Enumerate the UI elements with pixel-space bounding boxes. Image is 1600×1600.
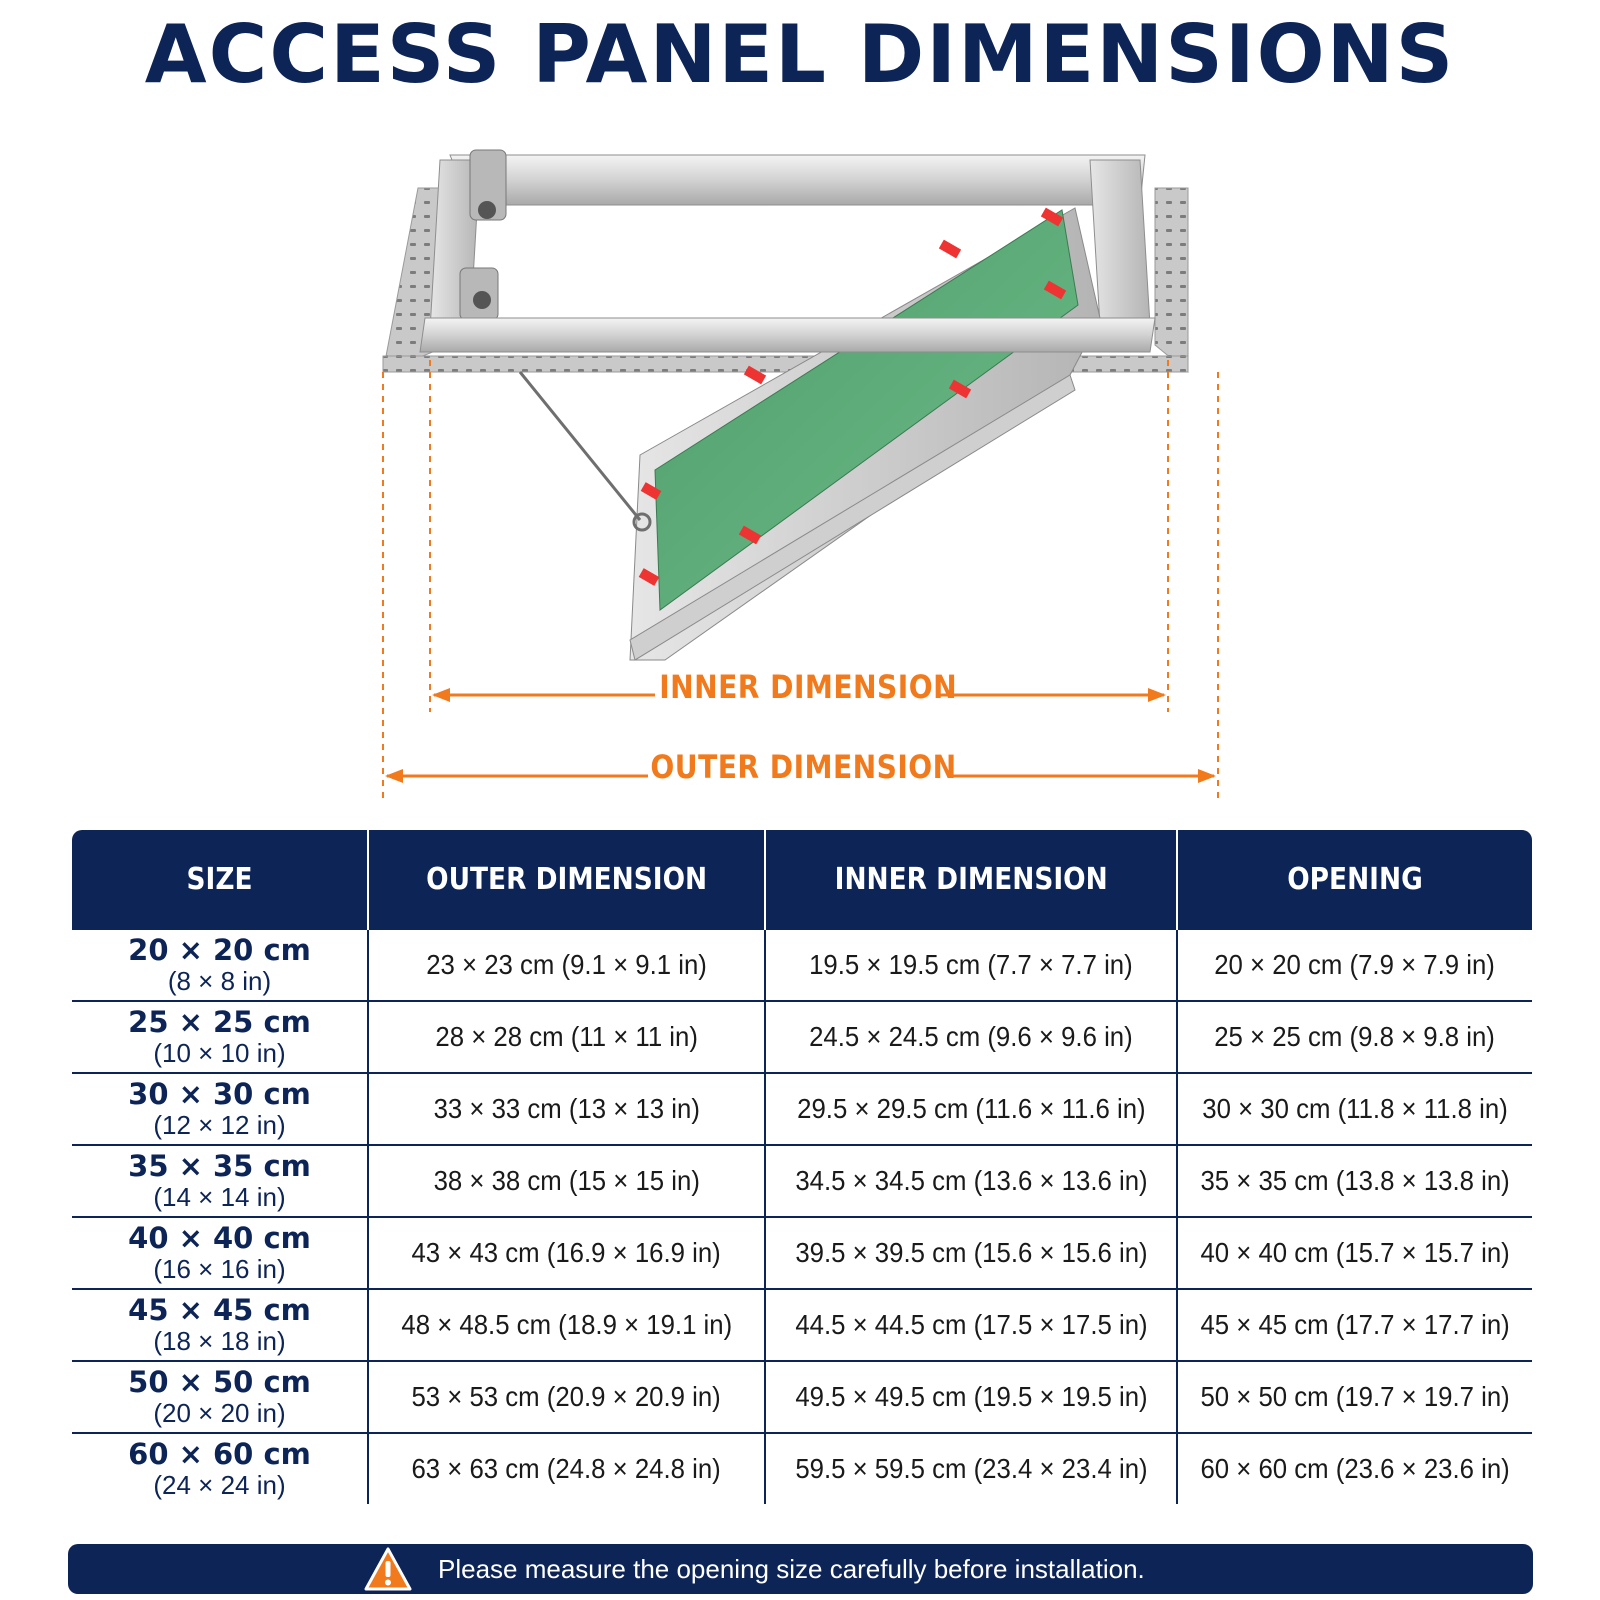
inner-cell: 59.5 × 59.5 cm (23.4 × 23.4 in)	[765, 1433, 1177, 1505]
outer-cell: 33 × 33 cm (13 × 13 in)	[368, 1073, 765, 1145]
outer-cell: 48 × 48.5 cm (18.9 × 19.1 in)	[368, 1289, 765, 1361]
outer-cell: 38 × 38 cm (15 × 15 in)	[368, 1145, 765, 1217]
table-row	[71, 1217, 1533, 1289]
size-cell: 35 × 35 cm (14 × 14 in)	[71, 1145, 368, 1217]
opening-cell: 30 × 30 cm (11.8 × 11.8 in)	[1177, 1073, 1533, 1145]
table-row	[71, 1073, 1533, 1145]
opening-cell: 60 × 60 cm (23.6 × 23.6 in)	[1177, 1433, 1533, 1505]
opening-cell: 35 × 35 cm (13.8 × 13.8 in)	[1177, 1145, 1533, 1217]
outer-cell: 43 × 43 cm (16.9 × 16.9 in)	[368, 1217, 765, 1289]
table-row	[71, 1433, 1533, 1505]
inner-cell: 19.5 × 19.5 cm (7.7 × 7.7 in)	[765, 929, 1177, 1001]
outer-cell: 28 × 28 cm (11 × 11 in)	[368, 1001, 765, 1073]
notice-text: Please measure the opening size carefully before installation.	[438, 1554, 1145, 1584]
table-header-row	[71, 829, 1533, 929]
table-row	[71, 1361, 1533, 1433]
size-cell: 25 × 25 cm (10 × 10 in)	[71, 1001, 368, 1073]
installation-notice-banner	[68, 1544, 1533, 1594]
warning-icon	[364, 1546, 412, 1592]
inner-cell: 39.5 × 39.5 cm (15.6 × 15.6 in)	[765, 1217, 1177, 1289]
header-outer-dimension: OUTER DIMENSION	[368, 829, 765, 929]
inner-cell: 44.5 × 44.5 cm (17.5 × 17.5 in)	[765, 1289, 1177, 1361]
opening-cell: 45 × 45 cm (17.7 × 17.7 in)	[1177, 1289, 1533, 1361]
size-cell: 45 × 45 cm (18 × 18 in)	[71, 1289, 368, 1361]
size-cell: 60 × 60 cm (24 × 24 in)	[71, 1433, 368, 1505]
size-cell: 40 × 40 cm (16 × 16 in)	[71, 1217, 368, 1289]
table-row	[71, 1289, 1533, 1361]
outer-cell: 53 × 53 cm (20.9 × 20.9 in)	[368, 1361, 765, 1433]
inner-cell: 24.5 × 24.5 cm (9.6 × 9.6 in)	[765, 1001, 1177, 1073]
opening-cell: 40 × 40 cm (15.7 × 15.7 in)	[1177, 1217, 1533, 1289]
size-cell: 30 × 30 cm (12 × 12 in)	[71, 1073, 368, 1145]
header-inner-dimension: INNER DIMENSION	[765, 829, 1177, 929]
opening-cell: 20 × 20 cm (7.9 × 7.9 in)	[1177, 929, 1533, 1001]
inner-dimension-label: INNER DIMENSION	[659, 668, 958, 706]
inner-cell: 29.5 × 29.5 cm (11.6 × 11.6 in)	[765, 1073, 1177, 1145]
table-row	[71, 929, 1533, 1001]
size-cell: 50 × 50 cm (20 × 20 in)	[71, 1361, 368, 1433]
inner-cell: 49.5 × 49.5 cm (19.5 × 19.5 in)	[765, 1361, 1177, 1433]
header-opening: OPENING	[1177, 829, 1533, 929]
table-row	[71, 1145, 1533, 1217]
size-cell: 20 × 20 cm (8 × 8 in)	[71, 929, 368, 1001]
dimensions-table	[70, 828, 1534, 1506]
page-title: ACCESS PANEL DIMENSIONS	[144, 8, 1456, 101]
outer-dimension-label: OUTER DIMENSION	[650, 748, 957, 786]
opening-cell: 50 × 50 cm (19.7 × 19.7 in)	[1177, 1361, 1533, 1433]
access-panel-diagram	[0, 120, 1600, 820]
header-size: SIZE	[71, 829, 368, 929]
table-row	[71, 1001, 1533, 1073]
inner-cell: 34.5 × 34.5 cm (13.6 × 13.6 in)	[765, 1145, 1177, 1217]
opening-cell: 25 × 25 cm (9.8 × 9.8 in)	[1177, 1001, 1533, 1073]
outer-cell: 23 × 23 cm (9.1 × 9.1 in)	[368, 929, 765, 1001]
outer-cell: 63 × 63 cm (24.8 × 24.8 in)	[368, 1433, 765, 1505]
